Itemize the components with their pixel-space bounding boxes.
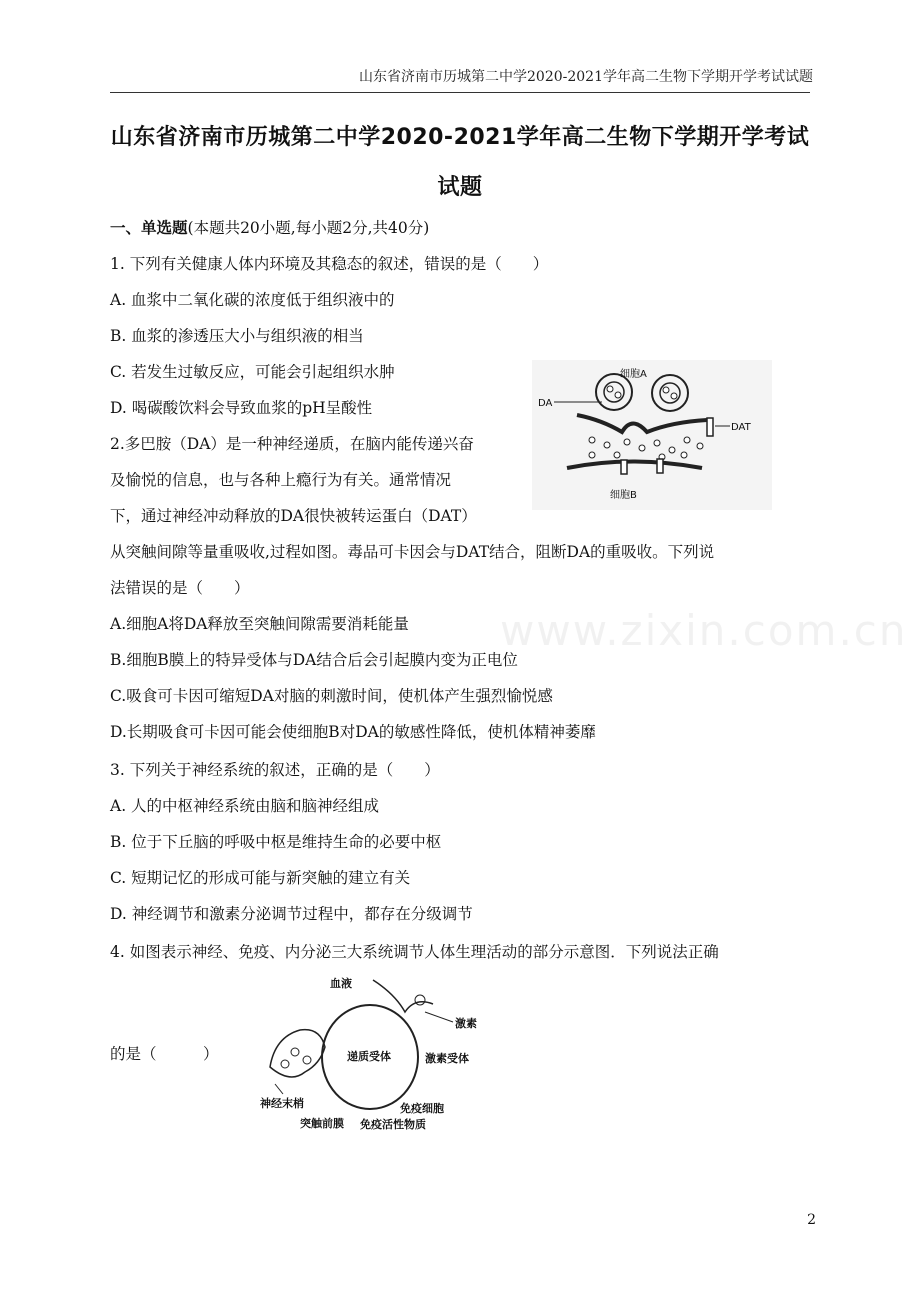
- q3-stem: 3. 下列关于神经系统的叙述，正确的是（ ）: [110, 761, 440, 779]
- q4-stem: 4. 如图表示神经、免疫、内分泌三大系统调节人体生理活动的部分示意图．下列说法正确: [110, 943, 719, 961]
- label-nt-receptor: 递质受体: [347, 1050, 391, 1063]
- q3-option-b: B. 位于下丘脑的呼吸中枢是维持生命的必要中枢: [110, 833, 442, 851]
- q1-option-a: A. 血浆中二氧化碳的浓度低于组织液中的: [110, 291, 395, 309]
- q2-stem-line5: 法错误的是（ ）: [110, 579, 250, 597]
- regulation-diagram: [255, 972, 490, 1137]
- q1-option-c: C. 若发生过敏反应，可能会引起组织水肿: [110, 363, 395, 381]
- q3-option-a: A. 人的中枢神经系统由脑和脑神经组成: [110, 797, 380, 815]
- q1-option-d: D. 喝碳酸饮料会导致血浆的pH呈酸性: [110, 399, 373, 417]
- watermark: www.zixin.com.cn: [500, 606, 908, 655]
- q2-option-c: C.吸食可卡因可缩短DA对脑的刺激时间，使机体产生强烈愉悦感: [110, 687, 553, 705]
- section-heading-note: (本题共20小题,每小题2分,共40分): [187, 219, 430, 237]
- page-title-continued: 试题: [437, 175, 483, 200]
- receptor-1: [621, 460, 627, 474]
- page-title: 山东省济南市历城第二中学2020-2021学年高二生物下学期开学考试: [110, 125, 810, 150]
- label-da: DA: [538, 398, 553, 409]
- q2-stem-line4: 从突触间隙等量重吸收,过程如图。毒品可卡因会与DAT结合，阻断DA的重吸收。下列说: [110, 543, 715, 561]
- dat-transporter: [707, 418, 713, 436]
- section-heading-label: 一、单选题: [110, 218, 188, 237]
- label-immune-cell: 免疫细胞: [400, 1102, 444, 1115]
- q2-stem-line2: 及愉悦的信息，也与各种上瘾行为有关。通常情况: [110, 471, 452, 489]
- running-header: 山东省济南市历城第二中学2020-2021学年高二生物下学期开学考试试题: [359, 69, 813, 85]
- q2-stem-line3: 下，通过神经冲动释放的DA很快被转运蛋白（DAT）: [110, 507, 477, 525]
- label-immune-active: 免疫活性物质: [360, 1118, 426, 1131]
- label-nerve-ending: 神经末梢: [260, 1097, 304, 1110]
- q2-option-b: B.细胞B膜上的特异受体与DA结合后会引起膜内变为正电位: [110, 651, 518, 669]
- q1-stem: 1. 下列有关健康人体内环境及其稳态的叙述，错误的是（ ）: [110, 255, 549, 273]
- nerve-terminal: [270, 1030, 325, 1077]
- q1-option-b: B. 血浆的渗透压大小与组织液的相当: [110, 327, 364, 345]
- page-number: 2: [807, 1212, 816, 1228]
- label-blood: 血液: [330, 977, 352, 990]
- label-h-receptor: 激素受体: [425, 1052, 469, 1065]
- q3-option-c: C. 短期记忆的形成可能与新突触的建立有关: [110, 869, 411, 887]
- label-dat: DAT: [731, 422, 751, 433]
- q2-option-a: A.细胞A将DA释放至突触间隙需要消耗能量: [110, 615, 409, 633]
- label-cell-a: 细胞A: [620, 369, 647, 380]
- synapse-diagram: [532, 360, 772, 510]
- label-presynaptic: 突触前膜: [300, 1117, 344, 1130]
- q2-option-d: D.长期吸食可卡因可能会使细胞B对DA的敏感性降低，使机体精神萎靡: [110, 723, 596, 741]
- label-hormone: 激素: [455, 1017, 477, 1030]
- receptor-2: [657, 459, 663, 473]
- q2-stem-line1: 2.多巴胺（DA）是一种神经递质，在脑内能传递兴奋: [110, 435, 474, 453]
- q3-option-d: D. 神经调节和激素分泌调节过程中，都存在分级调节: [110, 905, 473, 923]
- q4-stem-continued: 的是（ ）: [110, 1045, 219, 1063]
- section-heading: [110, 216, 429, 238]
- label-cell-b: 细胞B: [610, 490, 637, 501]
- header-rule: [110, 92, 810, 93]
